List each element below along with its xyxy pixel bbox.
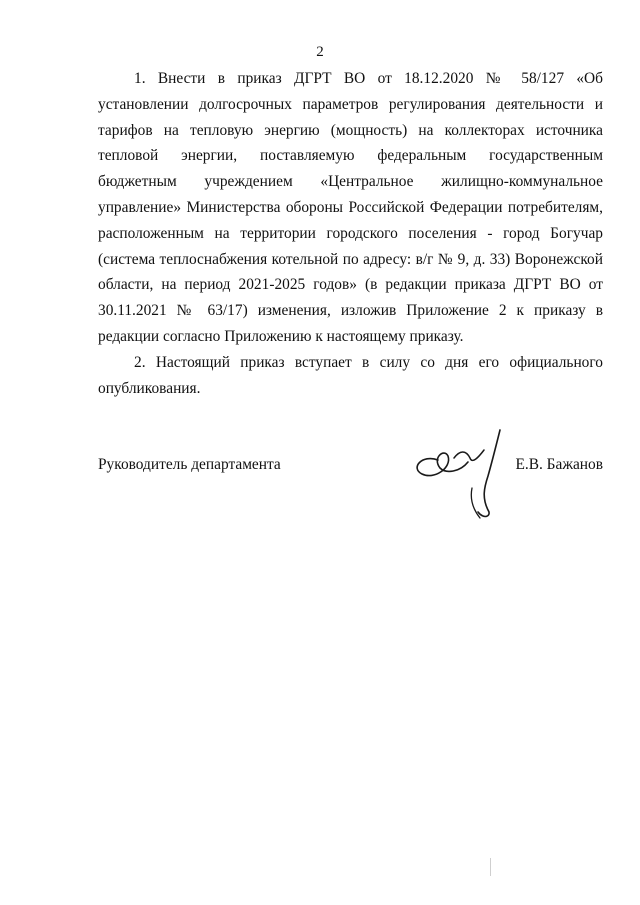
handwritten-signature — [408, 428, 518, 528]
scan-artifact — [490, 858, 491, 876]
document-body — [98, 66, 603, 401]
paragraph-1: 1. Внести в приказ ДГРТ ВО от 18.12.2020 № 58/127 «Об установлении долгосрочных параметров регулирования деятельности и тарифов на тепловую энергию (мощность) на коллекторах источника тепловой энергии, поставляемую федеральным государственным бюджетным учреждением «Центральное жилищно-коммунальное управление» Министерства обороны Российской Федерации потребителям, расположенным на территории городского поселения - город Богучар (система теплоснабжения котельной по адресу: в/г № 9, д. 33) Воронежской области, на период 2021-2025 годов» (в редакции приказа ДГРТ ВО от 30.11.2021 № 63/17) изменения, изложив Приложение 2 к приказу в редакции согласно Приложению к настоящему приказу. — [98, 70, 603, 345]
signatory-name: Е.В. Бажанов — [515, 456, 603, 473]
paragraph-2: 2. Настоящий приказ вступает в силу со дня его официального опубликования. — [98, 353, 603, 397]
signatory-role: Руководитель департамента — [98, 456, 281, 473]
page-number: 2 — [316, 44, 324, 60]
